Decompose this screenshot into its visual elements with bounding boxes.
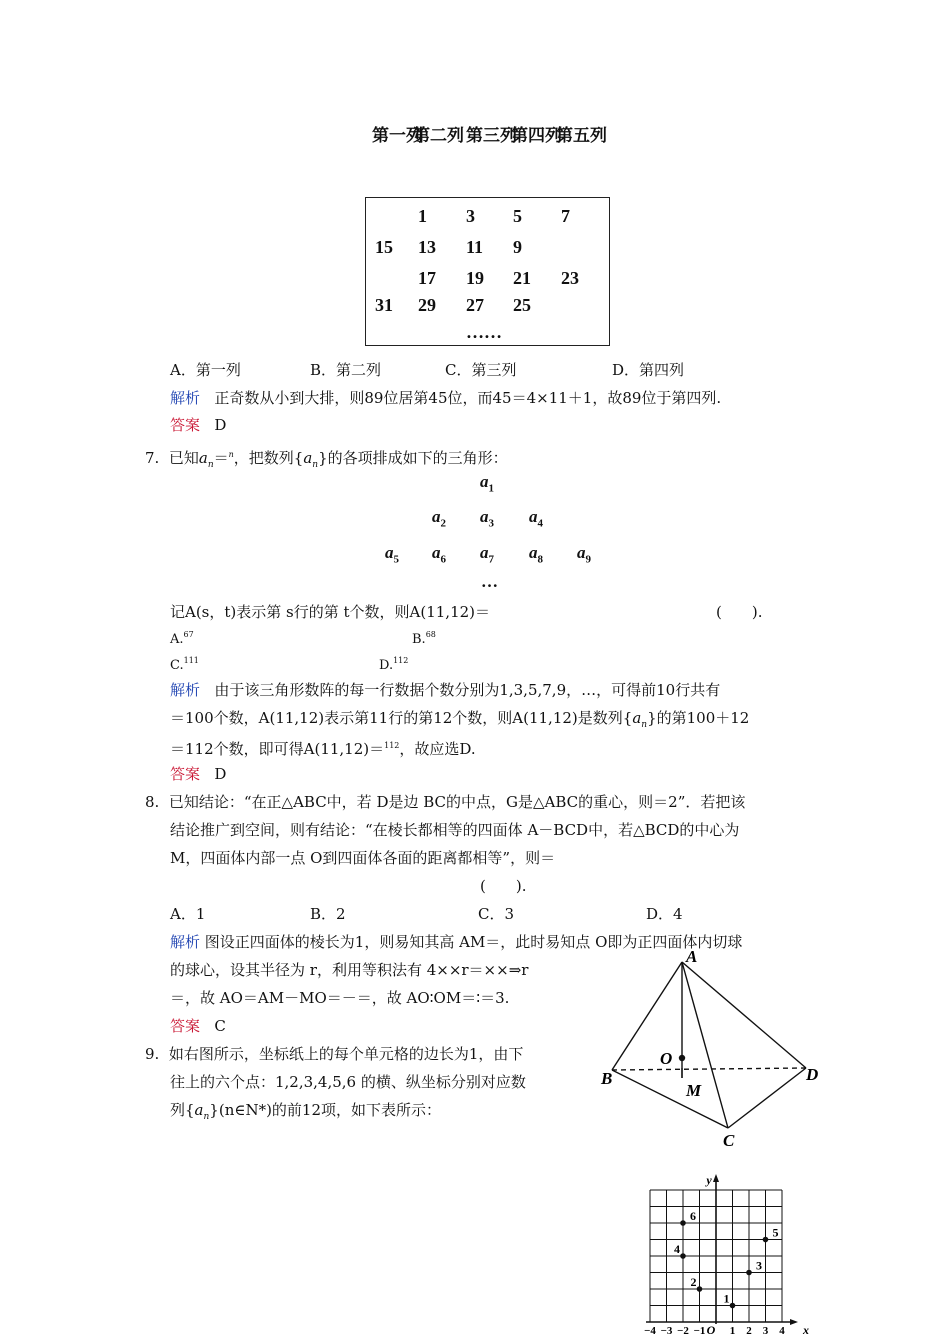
- column-header-5: 第五列: [556, 126, 607, 146]
- q7-question: 记A(s，t)表示第 s行的第 t个数，则A(11,12)＝: [170, 603, 491, 621]
- table-cell: 9: [513, 237, 522, 257]
- triangle-a5: $a_5$: [385, 543, 399, 566]
- x-tick-label: 2: [746, 1325, 752, 1337]
- analysis-label: 解析: [170, 933, 201, 951]
- q8-answer: 答案 C: [170, 1017, 226, 1035]
- edge-bc: [612, 1070, 728, 1128]
- table-cell: 31: [375, 295, 393, 315]
- q8-paren: ( ).: [480, 877, 527, 895]
- x-tick-label: −4: [644, 1325, 656, 1337]
- column-header-4: 第四列: [511, 126, 562, 146]
- table-cell: 27: [466, 295, 484, 315]
- label-b: B: [601, 1069, 613, 1088]
- grid-point-1: [730, 1303, 736, 1309]
- q8-option-b: B．2: [310, 905, 346, 923]
- triangle-a9: $a_9$: [577, 543, 591, 566]
- x-tick-label: 3: [762, 1325, 769, 1337]
- table-cell: 17: [418, 268, 436, 288]
- table-cell: 19: [466, 268, 484, 288]
- y-axis-arrow: [713, 1174, 719, 1182]
- column-header-1: 第一列: [372, 126, 423, 146]
- q6-option-a: A．第一列: [170, 361, 241, 379]
- triangle-a7: $a_7$: [480, 543, 494, 566]
- triangle-a2: $a_2$: [432, 507, 446, 530]
- edge-ac: [682, 962, 728, 1128]
- analysis-label: 解析: [170, 681, 201, 699]
- grid-point-3: [746, 1270, 752, 1276]
- q6-option-b: B．第二列: [310, 361, 382, 379]
- q6-option-c: C．第三列: [445, 361, 517, 379]
- grid-point-5: [763, 1237, 769, 1243]
- table-cell: 3: [466, 206, 475, 226]
- q9-stem-line3: 列$\{a_n\}(n\in N*)$的前12项，如下表所示：: [170, 1101, 442, 1122]
- grid-point-6: [680, 1220, 686, 1226]
- grid-point-label: 2: [690, 1275, 697, 1289]
- grid-point-label: 3: [756, 1258, 762, 1273]
- table-ellipsis: ……: [466, 322, 502, 342]
- table-cell: 5: [513, 206, 522, 226]
- grid-point-label: 4: [674, 1242, 680, 1256]
- answer-label: 答案: [170, 765, 201, 783]
- q9-stem-line2: 往上的六个点：1,2,3,4,5,6 的横、纵坐标分别对应数: [170, 1073, 526, 1091]
- grid-point-4: [680, 1253, 686, 1259]
- q8-option-a: A．1: [170, 905, 206, 923]
- triangle-a6: $a_6$: [432, 543, 446, 566]
- triangle-a3: $a_3$: [480, 507, 494, 530]
- q6-option-d: D．第四列: [612, 361, 685, 379]
- triangle-dots: …: [481, 572, 498, 591]
- triangle-a8: $a_8$: [529, 543, 543, 566]
- q8-stem-line3: M，四面体内部一点 O到四面体各面的距离都相等”，则＝: [170, 849, 556, 867]
- q7-option-b: B.$^{68}$: [412, 630, 436, 647]
- label-a: A: [686, 950, 698, 966]
- q6-answer: 答案 D: [170, 416, 227, 434]
- grid-point-label: 6: [690, 1209, 696, 1223]
- y-axis-label: y: [706, 1173, 712, 1187]
- q8-option-c: C．3: [478, 905, 515, 923]
- table-cell: 25: [513, 295, 531, 315]
- q8-option-d: D．4: [646, 905, 683, 923]
- table-cell: 21: [513, 268, 531, 288]
- x-tick-label: −3: [660, 1325, 673, 1337]
- x-tick-label: −2: [677, 1325, 689, 1337]
- q7-analysis-line2: ＝100个数，A(11,12)表示第11行的第12个数，则A(11,12)是数列$\{a_n\}$的第100＋12: [170, 709, 750, 730]
- origin-label: O: [706, 1323, 716, 1337]
- column-header-2: 第二列: [413, 126, 464, 146]
- table-cell: 1: [418, 206, 427, 226]
- q7-option-c: C.$^{111}$: [170, 656, 199, 673]
- label-d: D: [806, 1065, 819, 1084]
- q7-paren: ( ).: [716, 603, 763, 621]
- coordinate-grid: [630, 1170, 830, 1344]
- x-axis-arrow: [790, 1319, 798, 1325]
- x-tick-label: −1: [693, 1325, 706, 1337]
- q8-stem-line1: 8. 已知结论：“在正△ABC中，若 D是边 BC的中点，G是△ABC的重心，则＝2”．若把该: [145, 793, 746, 811]
- x-tick-label: 4: [779, 1325, 785, 1337]
- edge-cd: [728, 1068, 806, 1128]
- grid-point-label: 5: [772, 1225, 779, 1240]
- label-o: O: [660, 1049, 673, 1068]
- grid-point-label: 1: [723, 1291, 730, 1306]
- q7-answer: 答案 D: [170, 765, 227, 783]
- edge-ad: [682, 962, 806, 1068]
- x-axis-label: x: [803, 1323, 809, 1337]
- q8-analysis-line1: 解析 图设正四面体的棱长为1，则易知其高 AM＝，此时易知点 O即为正四面体内切球: [170, 933, 743, 951]
- label-c: C: [723, 1131, 735, 1150]
- table-cell: 23: [561, 268, 579, 288]
- q9-stem-line1: 9. 如右图所示，坐标纸上的每个单元格的边长为1，由下: [145, 1045, 524, 1063]
- q7-option-a: A.$^{67}$: [170, 630, 194, 647]
- x-tick-label: 1: [729, 1325, 736, 1337]
- table-cell: 15: [375, 237, 393, 257]
- analysis-label: 解析: [170, 389, 201, 407]
- grid-point-2: [697, 1286, 703, 1292]
- q7-analysis-line1: 解析 由于该三角形数阵的每一行数据个数分别为1,3,5,7,9，…，可得前10行共有: [170, 681, 721, 699]
- table-cell: 29: [418, 295, 436, 315]
- label-m: M: [686, 1081, 702, 1100]
- q7-analysis-line3: ＝112个数，即可得A(11,12)＝$^{112}$，故应选D.: [170, 740, 476, 758]
- tetrahedron-figure: [598, 950, 828, 1150]
- table-cell: 13: [418, 237, 436, 257]
- point-o: [679, 1055, 685, 1061]
- answer-label: 答案: [170, 416, 201, 434]
- table-cell: 11: [466, 237, 484, 257]
- answer-label: 答案: [170, 1017, 201, 1035]
- edge-bd-hidden: [612, 1068, 806, 1070]
- q8-analysis-line3: ＝，故 AO＝AM－MO＝－＝，故 AO∶OM＝∶＝3.: [170, 989, 510, 1007]
- table-cell: 7: [561, 206, 570, 226]
- q7-stem: 7. 已知$a_n=^n$，把数列$\{a_n\}$的各项排成如下的三角形：: [145, 449, 508, 470]
- triangle-a1: $a_1$: [480, 472, 494, 495]
- q7-option-d: D.$^{112}$: [379, 656, 409, 673]
- q8-analysis-line2: 的球心，设其半径为 r，利用等积法有 4××r＝××⇒r: [170, 961, 529, 979]
- q8-stem-line2: 结论推广到空间，则有结论：“在棱长都相等的四面体 A－BCD中，若△BCD的中心为: [170, 821, 740, 839]
- triangle-a4: $a_4$: [529, 507, 543, 530]
- column-header-3: 第三列: [466, 126, 517, 146]
- q6-analysis: 解析 正奇数从小到大排，则89位居第45位，而45＝4×11＋1，故89位于第四列.: [170, 389, 722, 407]
